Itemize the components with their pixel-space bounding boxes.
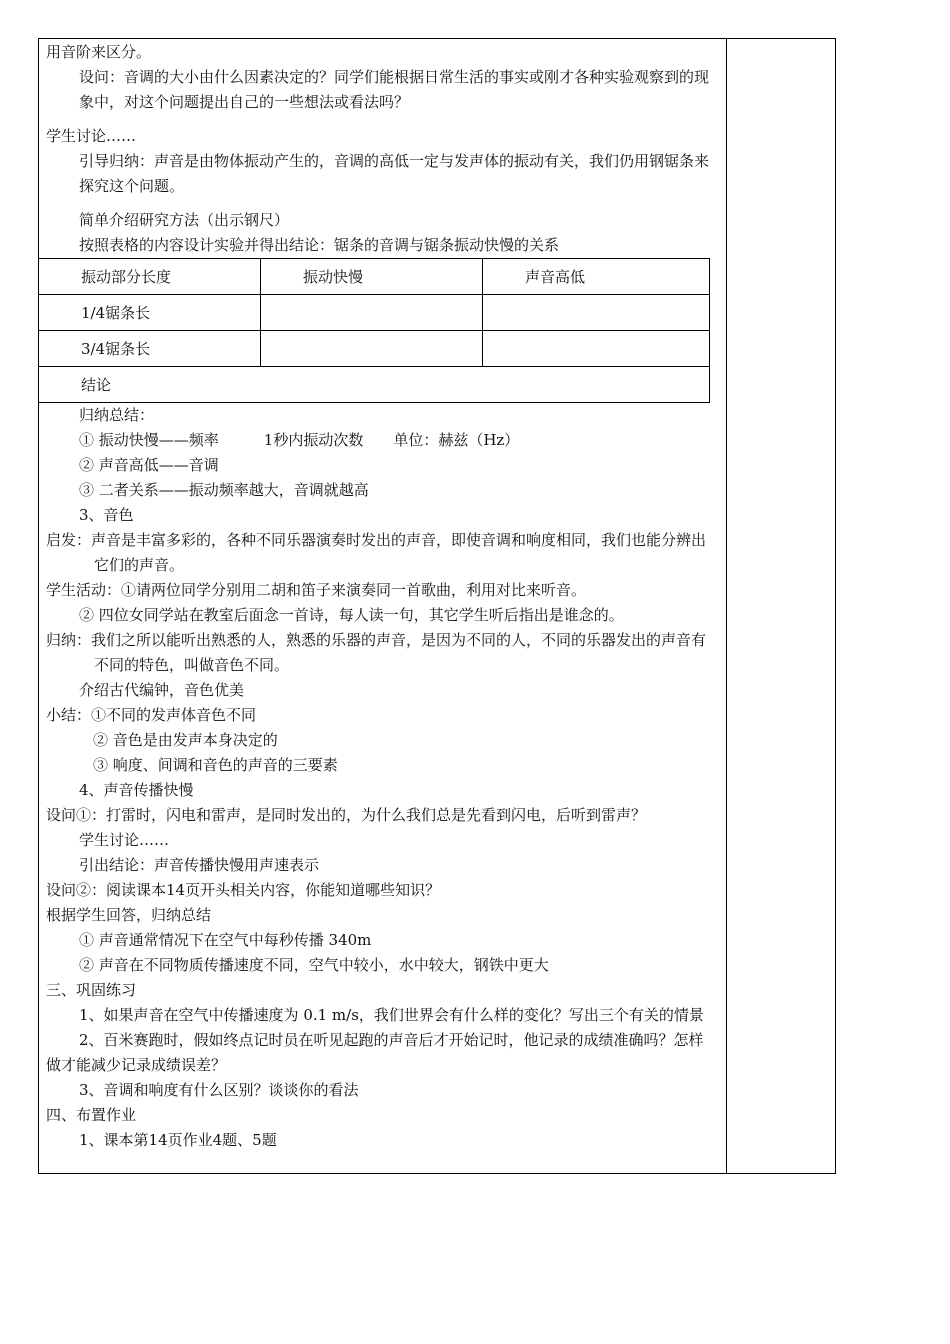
practice-heading: 三、巩固练习 [46,981,137,999]
speed-fact: ① 声音通常情况下在空气中每秒传播 340m [79,931,372,949]
conclude-text: 归纳：我们之所以能听出熟悉的人，熟悉的乐器的声音，是因为不同的人，不同的乐器发出的声音有不同的特色，叫做音色不同。 [46,631,707,674]
table-header: 振动部分长度 [39,259,261,295]
method-text: 简单介绍研究方法（出示钢尺） [79,211,290,229]
question-text: 设问：音调的大小由什么因素决定的？同学们能根据日常生活的事实或刚才各种实验观察到的现象中，对这个问题提出自己的一些想法或看法吗？ [79,68,710,111]
speed-lead: 引出结论：声音传播快慢用声速表示 [79,856,320,874]
inspire-text: 启发：声音是丰富多彩的，各种不同乐器演奏时发出的声音，即使音调和响度相同，我们也能分辨出它们的声音。 [46,531,707,574]
table-row [39,295,710,331]
activity-text: ② 四位女同学站在教室后面念一首诗，每人读一句，其它学生听后指出是谁念的。 [79,606,624,624]
summary-item: ② 声音高低——音调 [79,456,219,474]
summary-title: 归纳总结： [79,406,155,424]
table-row [39,331,710,367]
experiment-table [38,258,710,403]
discussion-text: 学生讨论…… [46,127,137,145]
intro-section [46,40,718,258]
activity-text: 学生活动：①请两位同学分别用二胡和笛子来演奏同一首歌曲，利用对比来听音。 [46,581,587,599]
brief-text: ③ 响度、间调和音色的声音的三要素 [93,756,338,774]
bells-text: 介绍古代编钟，音色优美 [79,681,245,699]
homework-item: 1、课本第14页作业4题、5题 [79,1131,277,1149]
table-conclusion: 结论 [39,367,710,403]
summary-item: ③ 二者关系——振动频率越大，音调就越高 [79,481,369,499]
table-cell [483,295,710,331]
timbre-heading: 3、音色 [79,506,134,524]
brief-text: 小结：①不同的发声体音色不同 [46,706,257,724]
table-header: 振动快慢 [261,259,483,295]
speed-discuss: 学生讨论…… [79,831,170,849]
table-header: 声音高低 [483,259,710,295]
table-cell [483,331,710,367]
table-cell: 3/4锯条长 [39,331,261,367]
table-cell [261,295,483,331]
homework-heading: 四、布置作业 [46,1106,137,1124]
speed-question: 设问①：打雷时，闪电和雷声，是同时发出的，为什么我们总是先看到闪电，后听到雷声？ [46,806,647,824]
practice-item: 1、如果声音在空气中传播速度为 0.1 m/s，我们世界会有什么样的变化？写出三个有关的情景 [79,1006,704,1024]
speed-answer: 根据学生回答，归纳总结 [46,906,212,924]
speed-question: 设问②：阅读课本14页开头相关内容，你能知道哪些知识？ [46,881,441,899]
table-header-row [39,259,710,295]
practice-item: 3、音调和响度有什么区别？谈谈你的看法 [79,1081,359,1099]
practice-item: 2、百米赛跑时，假如终点记时员在听见起跑的声音后才开始记时，他记录的成绩准确吗？怎样做才能减少记录成绩误差？ [46,1031,704,1074]
table-cell: 1/4锯条长 [39,295,261,331]
design-text: 按照表格的内容设计实验并得出结论：锯条的音调与锯条振动快慢的关系 [79,236,560,254]
table-conclusion-row [39,367,710,403]
speed-fact: ② 声音在不同物质传播速度不同，空气中较小，水中较大，钢铁中更大 [79,956,549,974]
brief-text: ② 音色是由发声本身决定的 [93,731,278,749]
summary-item: ① 振动快慢——频率 1秒内振动次数 单位：赫兹（Hz） [79,431,520,449]
speed-heading: 4、声音传播快慢 [79,781,194,799]
intro-line: 用音阶来区分。 [46,43,152,61]
lesson-body [46,403,718,1153]
guide-text: 引导归纳：声音是由物体振动产生的，音调的高低一定与发声体的振动有关，我们仍用钢锯条来探究这个问题。 [79,152,710,195]
notes-column-divider [726,38,727,1174]
table-cell [261,331,483,367]
